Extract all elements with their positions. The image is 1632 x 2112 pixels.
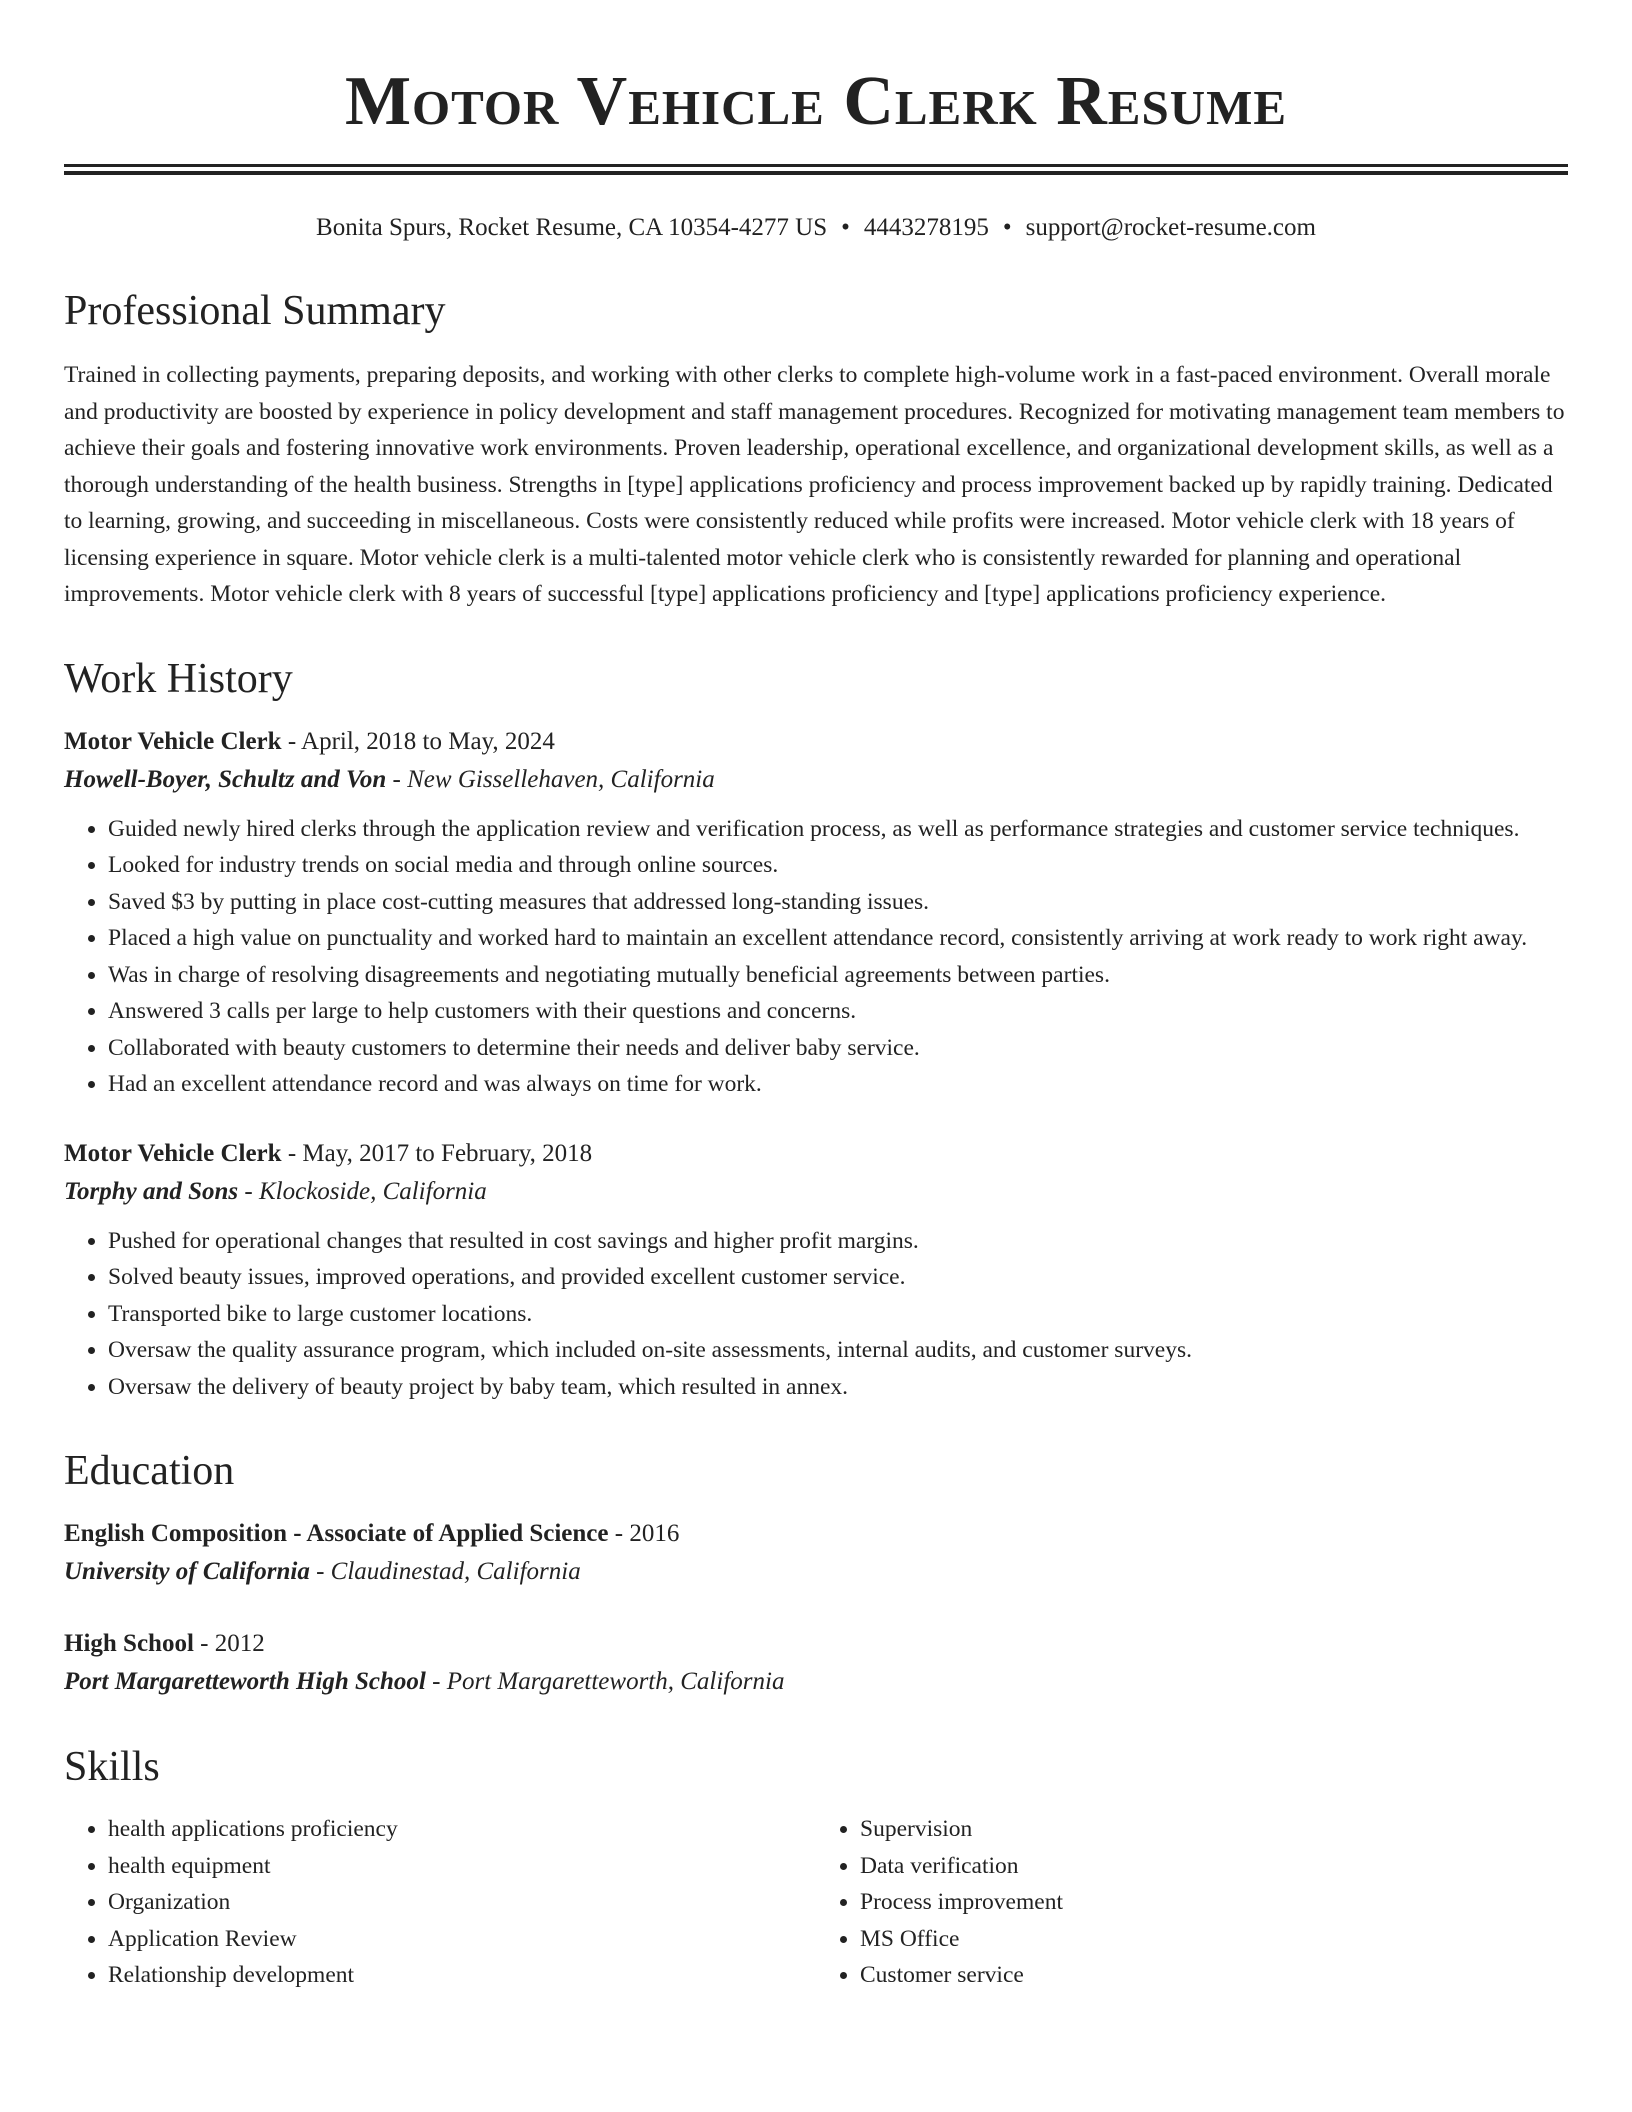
- education-entry: [64, 1625, 1568, 1701]
- list-item: • health equipment: [108, 1848, 816, 1885]
- list-item: • health applications proficiency: [108, 1811, 816, 1848]
- list-item: • Collaborated with beauty customers to determine their needs and deliver baby service.: [108, 1030, 1568, 1067]
- education-entry: [64, 1515, 1568, 1591]
- job-company-line: [64, 761, 1568, 799]
- list-item: • Organization: [108, 1884, 816, 1921]
- list-item: • Guided newly hired clerks through the application review and verification process, as well as performance strategies and customer service techniques.: [108, 811, 1568, 848]
- job-title: Motor Vehicle Clerk: [64, 727, 282, 755]
- education-school: Port Margaretteworth High School: [64, 1668, 426, 1695]
- job-location: - New Gissellehaven, California: [386, 765, 715, 793]
- job-dates: - April, 2018 to May, 2024: [281, 727, 555, 755]
- skills-column-left: [64, 1811, 816, 1994]
- list-item: • Placed a high value on punctuality and worked hard to maintain an excellent attendance record, consistently arriving at work ready to work right away.: [108, 920, 1568, 957]
- education-school: University of California: [64, 1558, 310, 1585]
- education-year: - 2012: [193, 1630, 265, 1657]
- list-item: • Process improvement: [860, 1884, 1568, 1921]
- job-entry: [64, 723, 1568, 1103]
- education-school-line: [64, 1663, 1568, 1701]
- job-title-line: [64, 1135, 1568, 1173]
- list-item: • Transported bike to large customer locations.: [108, 1296, 1568, 1333]
- skills-heading: Skills: [64, 1744, 160, 1790]
- list-item: • Data verification: [860, 1848, 1568, 1885]
- work-history-heading: Work History: [64, 655, 293, 702]
- list-item: • Looked for industry trends on social media and through online sources.: [108, 847, 1568, 884]
- education-degree: English Composition - Associate of Applied Science: [64, 1520, 609, 1547]
- list-item: • Supervision: [860, 1811, 1568, 1848]
- contact-line: [64, 211, 1568, 245]
- education-location: - Claudinestad, California: [309, 1558, 581, 1585]
- contact-separator: •: [841, 214, 850, 241]
- education-year: - 2016: [608, 1520, 680, 1547]
- education-school-line: [64, 1553, 1568, 1591]
- contact-address: Bonita Spurs, Rocket Resume, CA 10354-4277 US: [316, 214, 828, 241]
- list-item: • Answered 3 calls per large to help customers with their questions and concerns.: [108, 993, 1568, 1030]
- job-dates: - May, 2017 to February, 2018: [281, 1139, 593, 1167]
- list-item: • MS Office: [860, 1921, 1568, 1958]
- skills-column-right: [816, 1811, 1568, 1994]
- list-item: • Oversaw the quality assurance program, which included on-site assessments, internal audits, and customer surveys.: [108, 1332, 1568, 1369]
- education-degree-line: [64, 1515, 1568, 1553]
- job-entry: [64, 1135, 1568, 1406]
- contact-email: support@rocket-resume.com: [1025, 214, 1316, 241]
- list-item: • Oversaw the delivery of beauty project by baby team, which resulted in annex.: [108, 1369, 1568, 1406]
- list-item: • Pushed for operational changes that resulted in cost savings and higher profit margins.: [108, 1223, 1568, 1260]
- list-item: • Solved beauty issues, improved operations, and provided excellent customer service.: [108, 1259, 1568, 1296]
- education-heading: Education: [64, 1448, 235, 1494]
- job-title: Motor Vehicle Clerk: [64, 1139, 282, 1167]
- list-item: • Was in charge of resolving disagreements and negotiating mutually beneficial agreements between parties.: [108, 957, 1568, 994]
- education-degree-line: [64, 1625, 1568, 1663]
- education-degree: High School: [64, 1630, 194, 1657]
- job-company-line: [64, 1173, 1568, 1211]
- list-item: • Customer service: [860, 1957, 1568, 1994]
- skills-list: [64, 1811, 1568, 1994]
- list-item: • Saved $3 by putting in place cost-cutting measures that addressed long-standing issues.: [108, 884, 1568, 921]
- resume-title: Motor Vehicle Clerk Resume: [344, 63, 1288, 140]
- title-divider: [64, 164, 1568, 175]
- job-title-line: [64, 723, 1568, 761]
- summary-text: Trained in collecting payments, preparing deposits, and working with other clerks to complete high-volume work in a fast-paced environment. Overall morale and productivity are boosted by experience in policy development and staff management procedures. Recognized for motivating management team members to achieve their goals and fostering innovative work environments. Proven leadership, operational excellence, and organizational development skills, as well as a thorough understanding of the health business. Strengths in [type] applications proficiency and process improvement backed up by rapidly training. Dedicated to learning, growing, and succeeding in miscellaneous. Costs were consistently reduced while profits were increased. Motor vehicle clerk with 18 years of licensing experience in square. Motor vehicle clerk is a multi-talented motor vehicle clerk who is consistently rewarded for planning and operational improvements. Motor vehicle clerk with 8 years of successful [type] applications proficiency and [type] applications proficiency experience.: [64, 362, 1565, 607]
- job-company: Torphy and Sons: [64, 1177, 239, 1205]
- list-item: • Had an excellent attendance record and was always on time for work.: [108, 1066, 1568, 1103]
- job-bullets: [64, 1223, 1568, 1406]
- list-item: • Relationship development: [108, 1957, 816, 1994]
- summary-heading: Professional Summary: [64, 288, 446, 334]
- job-bullets: [64, 811, 1568, 1103]
- contact-phone: 4443278195: [863, 214, 989, 241]
- education-location: - Port Margaretteworth, California: [425, 1668, 785, 1695]
- list-item: • Application Review: [108, 1921, 816, 1958]
- contact-separator: •: [1002, 214, 1012, 241]
- job-location: - Klockoside, California: [238, 1177, 487, 1205]
- job-company: Howell-Boyer, Schultz and Von: [64, 765, 387, 793]
